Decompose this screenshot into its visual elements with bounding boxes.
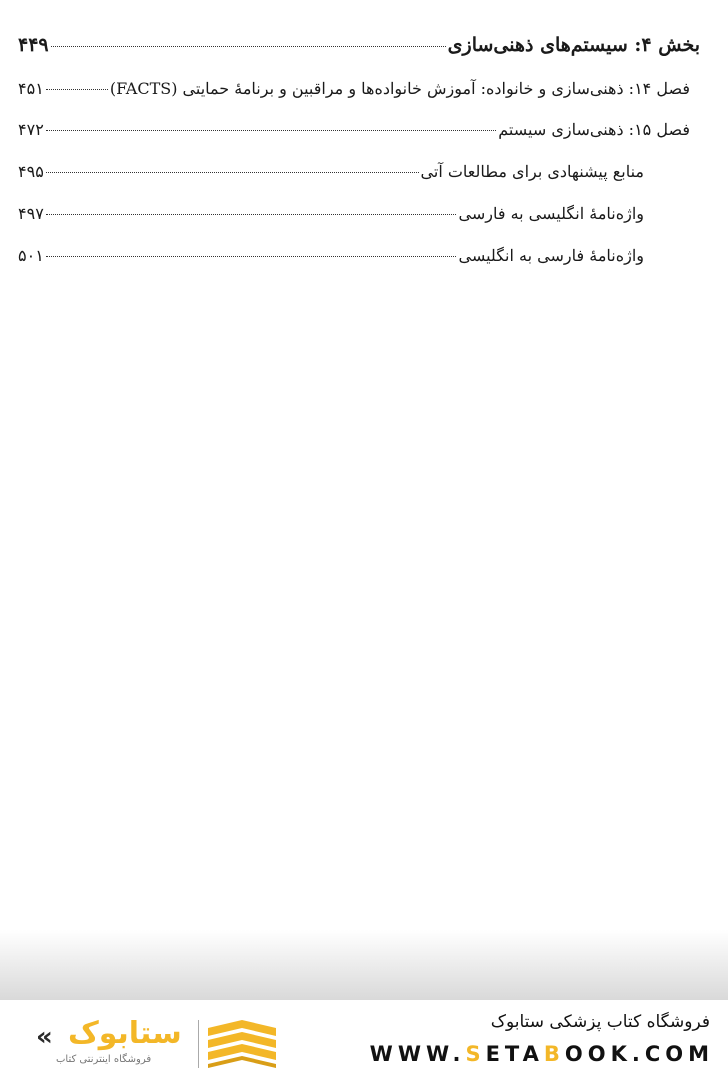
url-part: OOK.COM <box>564 1042 714 1066</box>
toc-entry-page: ۴۷۲ <box>18 120 44 139</box>
toc-entry[interactable] <box>18 246 644 265</box>
store-url-link[interactable] <box>370 1042 714 1066</box>
toc-leader-dots <box>46 130 496 131</box>
toc-entry-page: ۵۰۱ <box>18 246 44 265</box>
toc-entry-page: ۴۵۱ <box>18 79 44 98</box>
double-chevron-icon: « <box>36 1022 53 1052</box>
footer-banner <box>0 1000 728 1079</box>
toc-entry-title: واژه‌نامهٔ فارسی به انگلیسی <box>458 246 644 265</box>
toc-entry-title: فصل ۱۵: ذهنی‌سازی سیستم <box>498 120 690 139</box>
toc-section-page: ۴۴۹ <box>18 34 49 56</box>
url-highlight: B <box>543 1042 565 1066</box>
brand-tagline: فروشگاه اینترنتی کتاب <box>56 1054 152 1065</box>
url-part: WWW. <box>369 1042 466 1066</box>
toc-leader-dots <box>46 214 457 215</box>
toc-leader-dots <box>51 46 446 47</box>
toc-entry-title: واژه‌نامهٔ انگلیسی به فارسی <box>458 204 644 223</box>
toc-entry-title: منابع پیشنهادی برای مطالعات آتی <box>420 162 644 181</box>
toc-entry-page: ۴۹۷ <box>18 204 44 223</box>
brand-wordmark: ستابوک <box>68 1016 182 1051</box>
toc-section-title: بخش ۴: سیستم‌های ذهنی‌سازی <box>447 34 700 56</box>
toc-entry-title: فصل ۱۴: ذهنی‌سازی و خانواده: آموزش خانواده‌ها و مراقبین و برنامهٔ حمایتی (FACTS) <box>109 79 690 98</box>
store-name: فروشگاه کتاب پزشکی ستابوک <box>490 1012 710 1032</box>
book-stack-icon <box>206 1018 278 1070</box>
toc-leader-dots <box>46 89 108 90</box>
url-highlight: S <box>465 1042 486 1066</box>
brand-logo <box>30 1014 280 1074</box>
url-part: ETA <box>485 1042 544 1066</box>
toc-entry[interactable] <box>18 162 644 181</box>
toc-entry[interactable] <box>18 120 690 139</box>
toc-leader-dots <box>46 256 457 257</box>
toc-leader-dots <box>46 172 419 173</box>
toc-entry[interactable] <box>18 79 690 98</box>
toc-entry[interactable] <box>18 204 644 223</box>
footer-shadow <box>0 930 728 1000</box>
toc-section-heading[interactable] <box>18 34 700 56</box>
toc-entry-page: ۴۹۵ <box>18 162 44 181</box>
brand-divider <box>198 1020 199 1068</box>
